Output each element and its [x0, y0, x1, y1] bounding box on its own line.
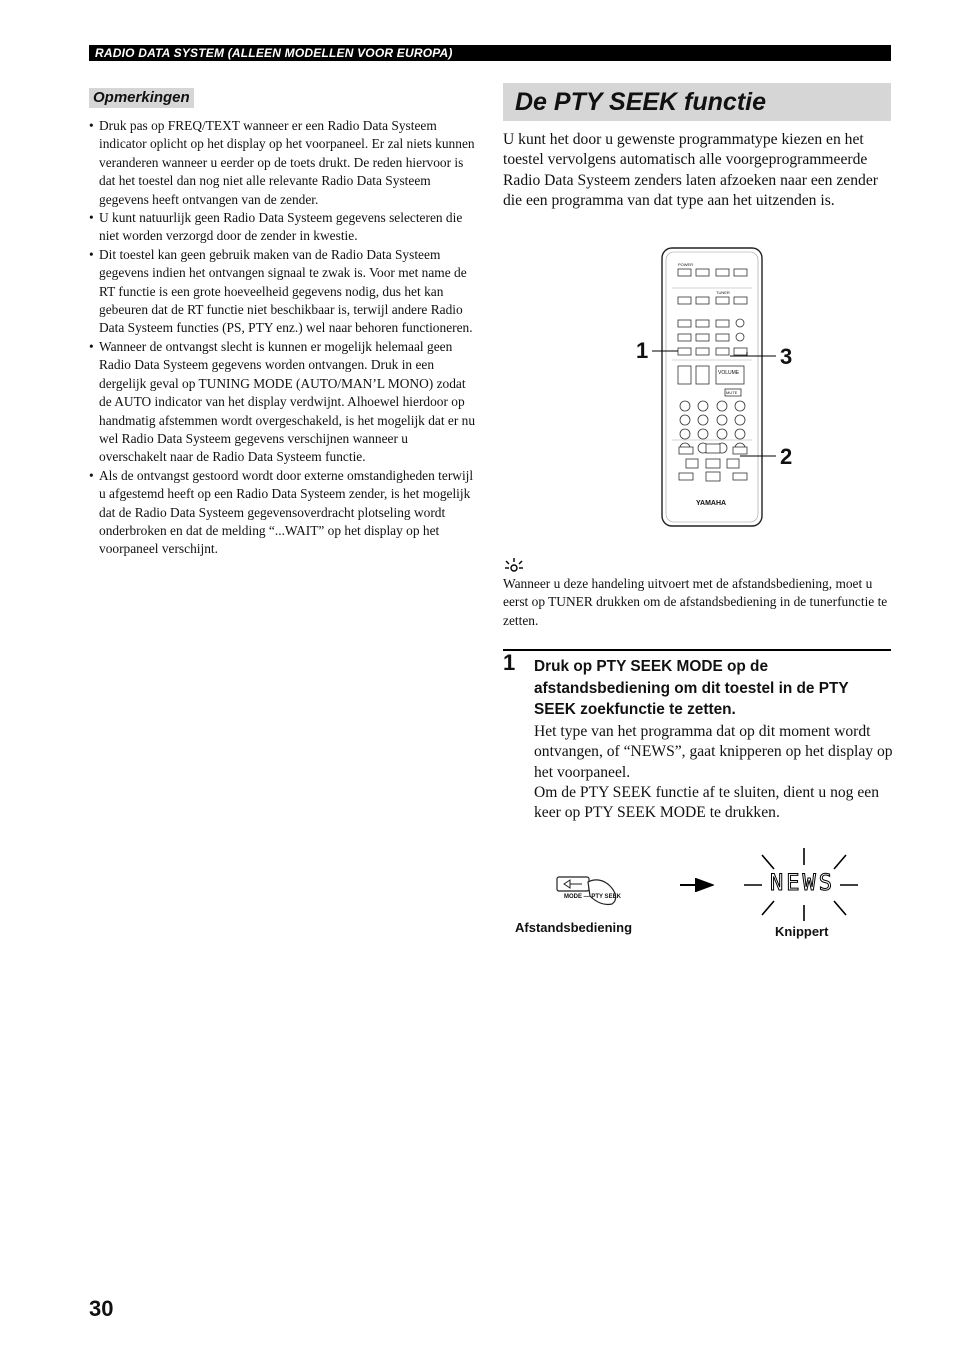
list-item: • Wanneer de ontvangst slecht is kunnen er mogelijk helemaal geen Radio Data Systeem gegevens worden ontvangen. Druk in een dergelijk geval op TUNING MODE (AUTO/MAN’L MONO) zodat de AUTO indicator van het display verdwijnt. Alhoewel hierdoor op handmatig afstemmen wordt overgeschakeld, is het mogelijk dat er nu wel Radio Data Systeem gegevens verschijnen wanneer u overschakelt naar de Radio Data Systeem functie. [89, 338, 477, 467]
blinking-label: Knippert [775, 924, 829, 939]
remote-tuner-label: TUNER [716, 290, 730, 295]
callout-2: 2 [780, 444, 793, 469]
remote-power-button: POWER [678, 262, 694, 267]
section-header-bar: RADIO DATA SYSTEM (ALLEEN MODELLEN VOOR EUROPA) [89, 45, 891, 61]
tip-text: Wanneer u deze handeling uitvoert met de afstandsbediening, moet u eerst op TUNER drukken om de afstandsbediening in de tunerfunctie te zetten. [503, 576, 888, 628]
display-text-news: NEWS [770, 871, 835, 896]
callout-1: 1 [636, 338, 649, 363]
callout-3: 3 [780, 344, 793, 369]
step-body [534, 722, 894, 823]
remote-volume-label: VOLUME [718, 370, 740, 376]
list-item: • Als de ontvangst gestoord wordt door externe omstandigheden terwijl u afgestemd heeft op een Radio Data Systeem zender, is het mogelijk dat de Radio Data Systeem gegevensoverdracht plotseling wordt onderbroken en dat de melding “...WAIT” op het display op het voorpaneel verschijnt. [89, 467, 477, 559]
remote-mute-label: MUTE [726, 390, 738, 395]
list-item: • Dit toestel kan geen gebruik maken van de Radio Data Systeem gegevens indien het ontvangen signaal te zwak is. Voor met name de RT functie is een grote hoeveelheid gegevens nodig, dus het kan gebeuren dat de RT functie niet beschikbaar is, terwijl andere Radio Data Systeem functies (PS, PTY enz.) wel naar behoren functioneren. [89, 246, 477, 338]
step-body-paragraph: Om de PTY SEEK functie af te sluiten, dient u nog een keer op PTY SEEK MODE te drukken. [534, 783, 880, 822]
remote-control-illustration [630, 242, 800, 532]
step-body-paragraph: Het type van het programma dat op dit moment wordt ontvangen, of “NEWS”, gaat knipperen op het display op het voorpaneel. [534, 723, 893, 781]
step-heading: Druk op PTY SEEK MODE op de afstandsbediening om dit toestel in de PTY SEEK zoekfunctie te zetten. [534, 658, 849, 719]
step-divider [503, 649, 891, 651]
list-item: • U kunt natuurlijk geen Radio Data Systeem gegevens selecteren die niet worden verzorgd door de zender in kwestie. [89, 209, 477, 246]
remote-label: Afstandsbediening [515, 920, 633, 935]
page-title: De PTY SEEK functie [503, 83, 891, 121]
remote-brand-logo: YAMAHA [696, 500, 727, 507]
intro-paragraph: U kunt het door u gewenste programmatype kiezen en het toestel vervolgens automatisch alle voorgeprogrammeerde Radio Data Systeem zenders laten afzoeken naar een zender die een programma van dat type aan het uitzenden is. [503, 131, 878, 209]
step-number: 1 [503, 650, 516, 675]
button-press-illustration [552, 872, 642, 908]
list-item: • Druk pas op FREQ/TEXT wanneer er een Radio Data Systeem indicator oplicht op het display op het voorpaneel. Er zal niets kunnen veranderen wanneer u eerder op de toets drukt. De reden hiervoor is dat het toestel dan nog niet alle relevante Radio Data Systeem gegevens heeft ontvangen van de zender. [89, 117, 477, 209]
arrow-right-icon [680, 878, 714, 892]
notes-title: Opmerkingen [89, 88, 194, 108]
pty-seek-button-caption: MODE — PTY SEEK [564, 894, 621, 900]
lightbulb-icon [503, 556, 525, 576]
front-panel-display [740, 845, 862, 923]
notes-list [89, 117, 477, 559]
page-number: 30 [89, 1296, 114, 1321]
